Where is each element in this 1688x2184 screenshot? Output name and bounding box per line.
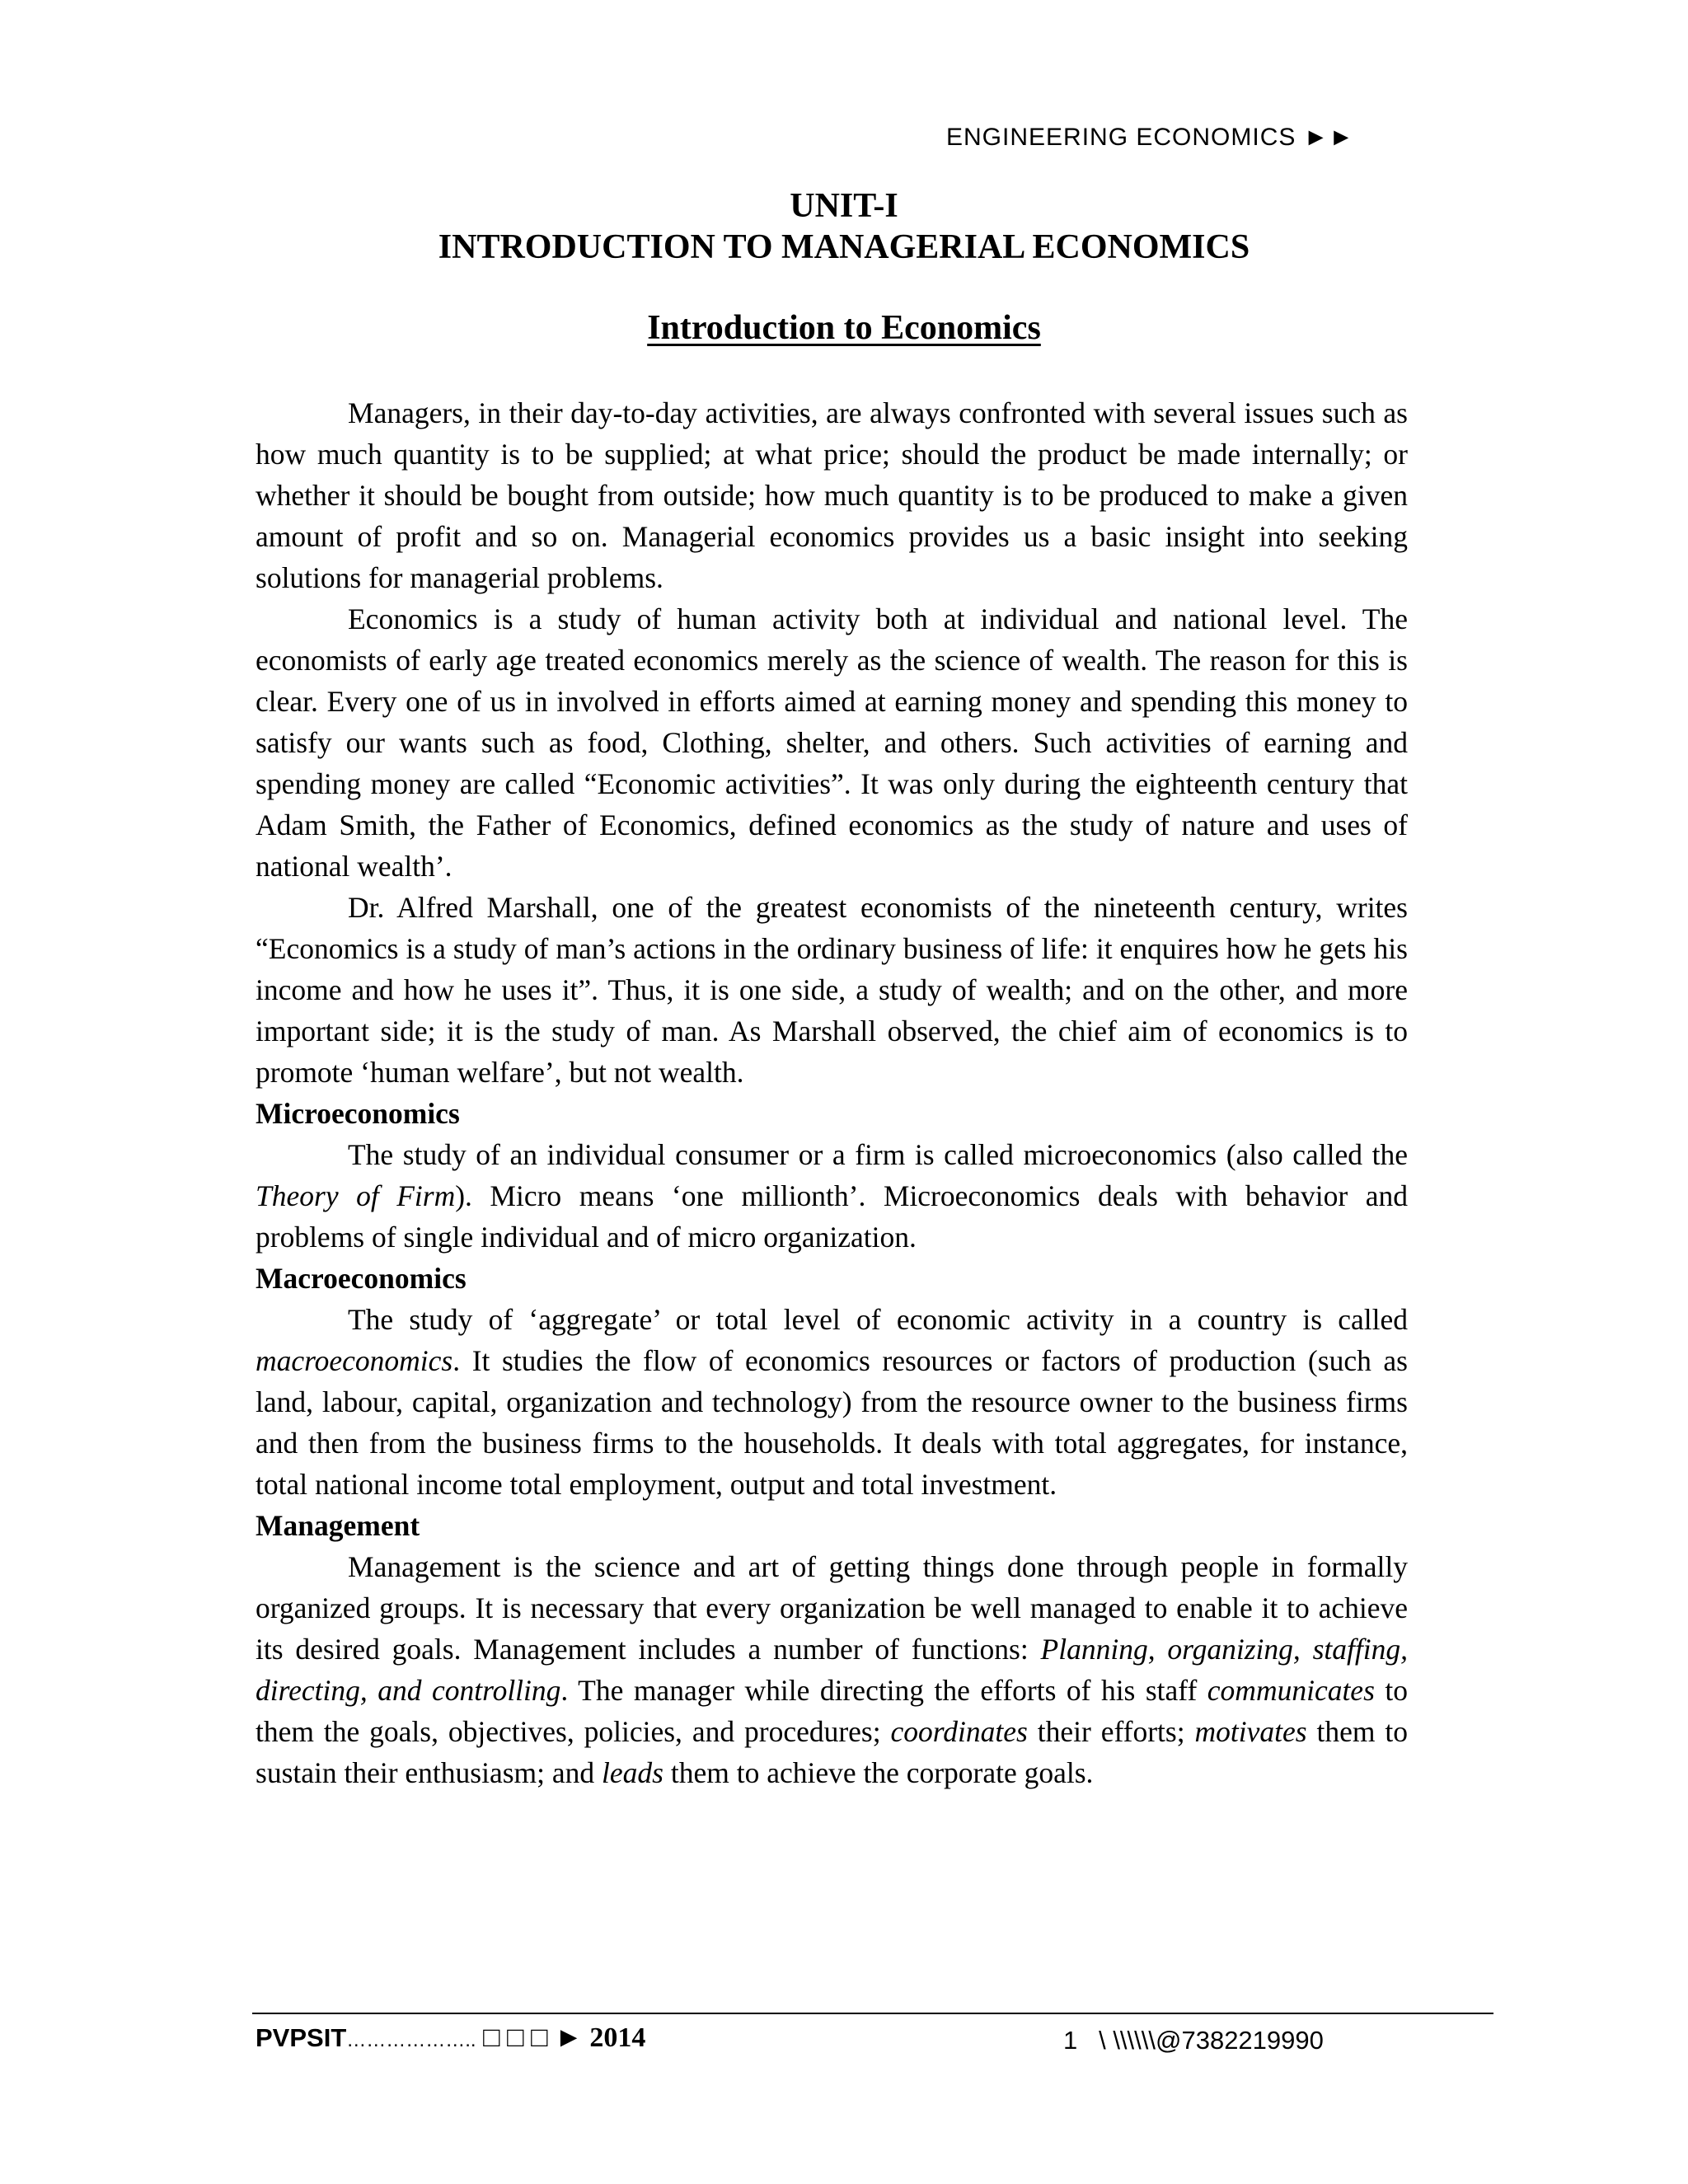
paragraph-managers: Managers, in their day-to-day activities, are always confronted with several issues such as how much quantity is to be supplied; at what price; should the product be made internally; or whether it should be bought from outside; how much quantity is to be produced to make a given amount of profit and so on. Managerial economics provides us a basic insight into seeking solutions for managerial problems. xyxy=(256,396,1408,594)
heading-macroeconomics: Macroeconomics xyxy=(256,1262,467,1295)
footer-org: PVPSIT xyxy=(256,2023,347,2052)
heading-microeconomics: Microeconomics xyxy=(256,1097,460,1130)
text-run: to them the goals, objectives, policies, and procedures; xyxy=(256,1674,1408,1748)
footer-left xyxy=(256,2022,645,2054)
footer-right xyxy=(1063,2026,1324,2055)
chapter-title: INTRODUCTION TO MANAGERIAL ECONOMICS xyxy=(438,228,1250,266)
text-run: them to sustain their enthusiasm; and xyxy=(256,1715,1408,1789)
emphasis-theory-of-firm: Theory of Firm xyxy=(256,1179,456,1212)
paragraph-marshall: Dr. Alfred Marshall, one of the greatest economists of the nineteenth century, writes “Economics is a study of man’s actions in the ordinary business of life: it enquires how he gets his income and how he uses it”. Thus, it is one side, a study of wealth; and on the other, and more important side; it is the study of man. As Marshall observed, the chief aim of economics is to promote ‘human welfare’, but not wealth. xyxy=(256,891,1408,1089)
text-run: their efforts; xyxy=(1027,1715,1195,1748)
footer-year: 2014 xyxy=(589,2022,646,2053)
text-run: . The manager while directing the efforts of his staff xyxy=(560,1674,1207,1707)
paragraph-microeconomics xyxy=(256,1134,1408,1258)
emphasis-leads: leads xyxy=(602,1756,663,1789)
paragraph-macroeconomics xyxy=(256,1299,1408,1505)
page-number: 1 xyxy=(1063,2026,1078,2055)
text-run: ). Micro means ‘one millionth’. Microeconomics deals with behavior and problems of single individual and of micro organization. xyxy=(256,1179,1408,1254)
footer-rule xyxy=(252,2013,1493,2014)
paragraph-management xyxy=(256,1546,1408,1793)
emphasis-communicates: communicates xyxy=(1207,1674,1375,1707)
emphasis-macroeconomics: macroeconomics xyxy=(256,1344,453,1377)
unit-title: UNIT-I xyxy=(790,187,898,225)
paragraph-economics: Economics is a study of human activity both at individual and national level. The economists of early age treated economics merely as the science of wealth. The reason for this is clear. Every one of us in involved in efforts aimed at earning money and spending this money to satisfy our wants such as food, Clothing, shelter, and others. Such activities of earning and spending money are called “Economic activities”. It was only during the eighteenth century that Adam Smith, the Father of Economics, defined economics as the study of nature and uses of national wealth’. xyxy=(256,602,1408,883)
text-run: The study of ‘aggregate’ or total level of economic activity in a country is called xyxy=(348,1303,1408,1336)
heading-management: Management xyxy=(256,1509,420,1542)
text-run: The study of an individual consumer or a firm is called microeconomics (also called the xyxy=(348,1138,1408,1171)
running-header: ENGINEERING ECONOMICS ►► xyxy=(946,124,1355,151)
emphasis-coordinates: coordinates xyxy=(890,1715,1028,1748)
emphasis-functions: Planning, organizing, staffing, directing, and controlling xyxy=(256,1633,1408,1707)
footer-dots: ……………….. xyxy=(346,2029,476,2051)
text-run: them to achieve the corporate goals. xyxy=(663,1756,1094,1789)
text-run: Management is the science and art of getting things done through people in formally organized groups. It is necessary that every organization be well managed to enable it to achieve its desired goals. Management includes a number of functions: xyxy=(256,1550,1408,1666)
footer-contact: \ \\\\\\@7382219990 xyxy=(1099,2026,1324,2055)
text-run: . It studies the flow of economics resources or factors of production (such as land, labour, capital, organization and technology) from the resource owner to the business firms and then from the business firms to the households. It deals with total aggregates, for instance, total national income total employment, output and total investment. xyxy=(256,1344,1408,1501)
page-body xyxy=(256,392,1408,1793)
section-title: Introduction to Economics xyxy=(647,309,1041,347)
footer-marks: □ □ □ ► xyxy=(483,2022,583,2053)
emphasis-motivates: motivates xyxy=(1194,1715,1307,1748)
